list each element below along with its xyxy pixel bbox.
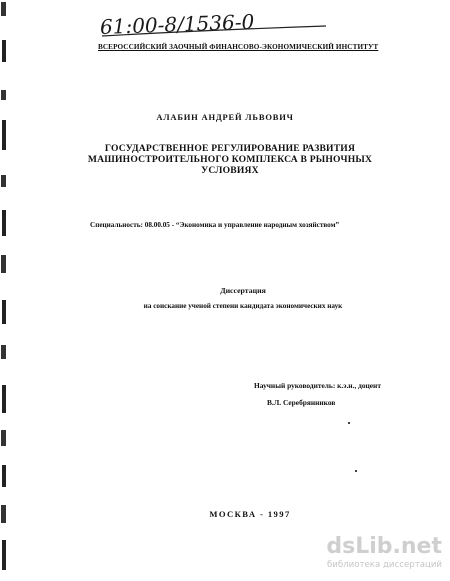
scan-speck [355, 470, 357, 472]
handwritten-code-text: 61:00-8/1536-0 [99, 9, 255, 39]
watermark-logo: dsLib.net [326, 534, 442, 559]
watermark-subtitle: библиотека диссертаций [326, 560, 442, 570]
dissertation-purpose: на соискание ученой степени кандидата экономических наук [143, 302, 343, 310]
scan-speck [348, 422, 350, 424]
supervisor-role: Научный руководитель: к.э.н., доцент [254, 381, 381, 390]
specialty-line: Специальность: 08.00.05 - “Экономика и управление народным хозяйством” [90, 221, 340, 229]
dissertation-label: Диссертация [220, 286, 266, 295]
title-line-1: ГОСУДАРСТВЕННОЕ РЕГУЛИРОВАНИЕ РАЗВИТИЯ [104, 143, 356, 154]
city-year: МОСКВА - 1997 [209, 509, 291, 519]
supervisor-name: В.Л. Серебрянников [267, 398, 336, 407]
author-name: АЛАБИН АНДРЕЙ ЛЬВОВИЧ [156, 112, 294, 122]
dslib-watermark [292, 535, 442, 575]
title-line-2: МАШИНОСТРОИТЕЛЬНОГО КОМПЛЕКСА В РЫНОЧНЫХ УСЛОВИЯХ [87, 154, 373, 176]
dissertation-title [60, 143, 400, 176]
handwritten-catalog-code [98, 6, 330, 42]
institute-name: ВСЕРОССИЙСКИЙ ЗАОЧНЫЙ ФИНАНСОВО-ЭКОНОМИЧЕСКИЙ ИНСТИТУТ [98, 43, 379, 51]
